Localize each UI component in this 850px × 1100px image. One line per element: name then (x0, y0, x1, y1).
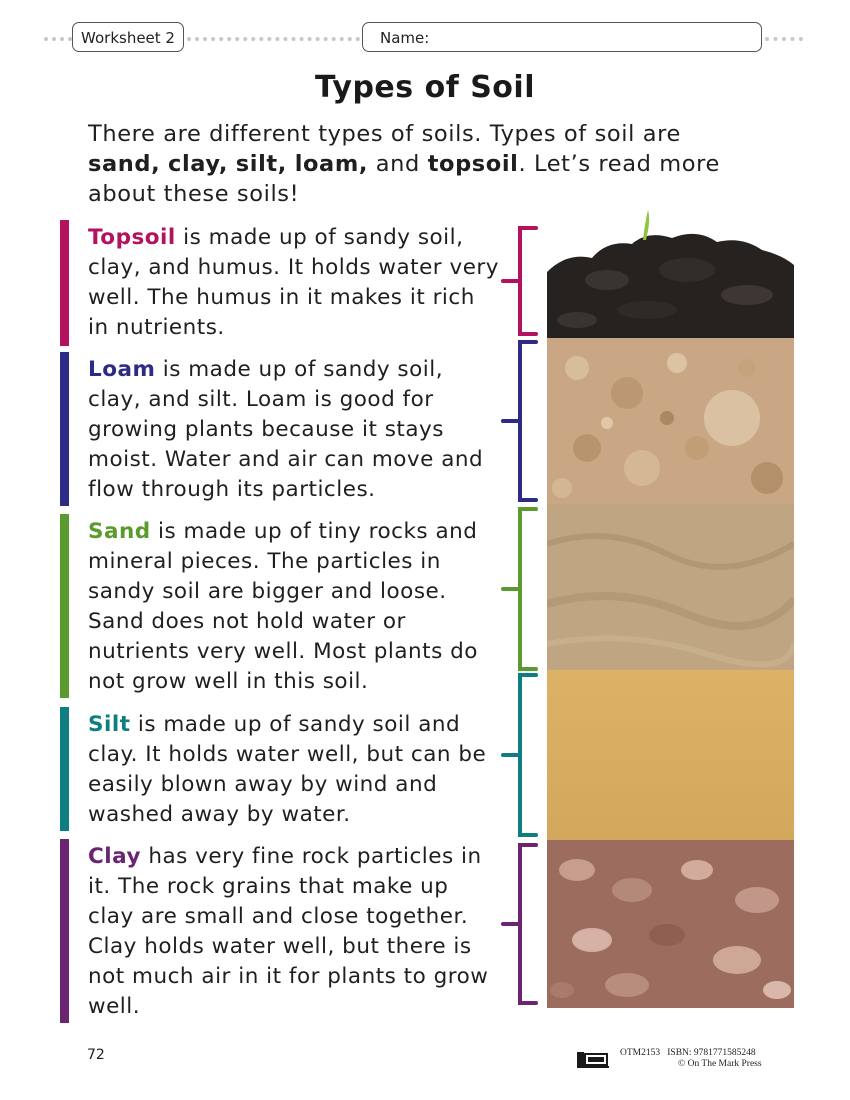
soil-layers-image (547, 200, 794, 1008)
page-number: 72 (87, 1047, 105, 1063)
intro-text-3: . Let’s read more about these soils! (88, 151, 720, 207)
intro-topsoil: topsoil (427, 151, 519, 177)
intro-paragraph (88, 119, 748, 209)
loam-description (88, 355, 500, 505)
isbn: ISBN: 9781771585248 (667, 1048, 756, 1058)
sand-text: is made up of tiny rocks and mineral pieces. The particles in sandy soil are bigger and loose. Sand does not hold water or nutrients very well. Most plants do not grow well in this soil. (88, 519, 478, 694)
silt-term: Silt (88, 712, 131, 737)
topsoil-term: Topsoil (88, 225, 176, 250)
clay-layer-image (547, 840, 794, 1008)
name-label: Name: (380, 29, 430, 47)
dotted-rule-middle (187, 37, 360, 41)
topsoil-description (88, 223, 500, 343)
copyright: © On The Mark Press (678, 1059, 762, 1069)
loam-layer-image (547, 338, 794, 504)
intro-loam: loam, (294, 151, 369, 177)
silt-layer-image (547, 670, 794, 840)
clay-bracket (500, 843, 540, 1005)
intro-silt: silt, (235, 151, 287, 177)
name-field[interactable] (362, 22, 762, 52)
loam-section (60, 352, 500, 506)
loam-text: is made up of sandy soil, clay, and silt. Loam is good for growing plants because it stays moist. Water and air can move and flow through its particles. (88, 357, 484, 502)
sand-color-bar (60, 514, 69, 698)
clay-color-bar (60, 839, 69, 1023)
sand-bracket (500, 507, 540, 671)
clay-section (60, 839, 500, 1023)
publisher-book-icon (576, 1048, 612, 1070)
page-title: Types of Soil (315, 70, 535, 105)
clay-term: Clay (88, 844, 142, 869)
loam-bracket (500, 340, 540, 502)
sand-layer-image (547, 504, 794, 670)
intro-clay: clay, (168, 151, 229, 177)
silt-color-bar (60, 707, 69, 831)
sand-section (60, 514, 500, 698)
loam-term: Loam (88, 357, 156, 382)
clay-description (88, 842, 500, 1022)
topsoil-section (60, 220, 500, 346)
topsoil-text: is made up of sandy soil, clay, and humus. It holds water very well. The humus in it makes it rich in nutrients. (88, 225, 499, 340)
silt-section (60, 707, 500, 831)
intro-text-1: There are different types of soils. Types of soil are (88, 121, 681, 147)
publisher-info (620, 1048, 762, 1070)
topsoil-layer-image (547, 200, 794, 338)
sand-description (88, 517, 500, 697)
loam-color-bar (60, 352, 69, 506)
silt-text: is made up of sandy soil and clay. It holds water well, but can be easily blown away by wind and washed away by water. (88, 712, 487, 827)
topsoil-bracket (500, 226, 540, 336)
intro-sand: sand, (88, 151, 161, 177)
dotted-rule-left (44, 37, 72, 41)
worksheet-label: Worksheet 2 (72, 22, 184, 52)
dotted-rule-right (765, 37, 803, 41)
topsoil-color-bar (60, 220, 69, 346)
intro-text-2: and (368, 151, 428, 177)
clay-text: has very fine rock particles in it. The rock grains that make up clay are small and close together. Clay holds water well, but there is not much air in it for plants to grow well. (88, 844, 489, 1019)
silt-bracket (500, 673, 540, 837)
sand-term: Sand (88, 519, 151, 544)
silt-description (88, 710, 500, 830)
product-code: OTM2153 (620, 1048, 661, 1058)
